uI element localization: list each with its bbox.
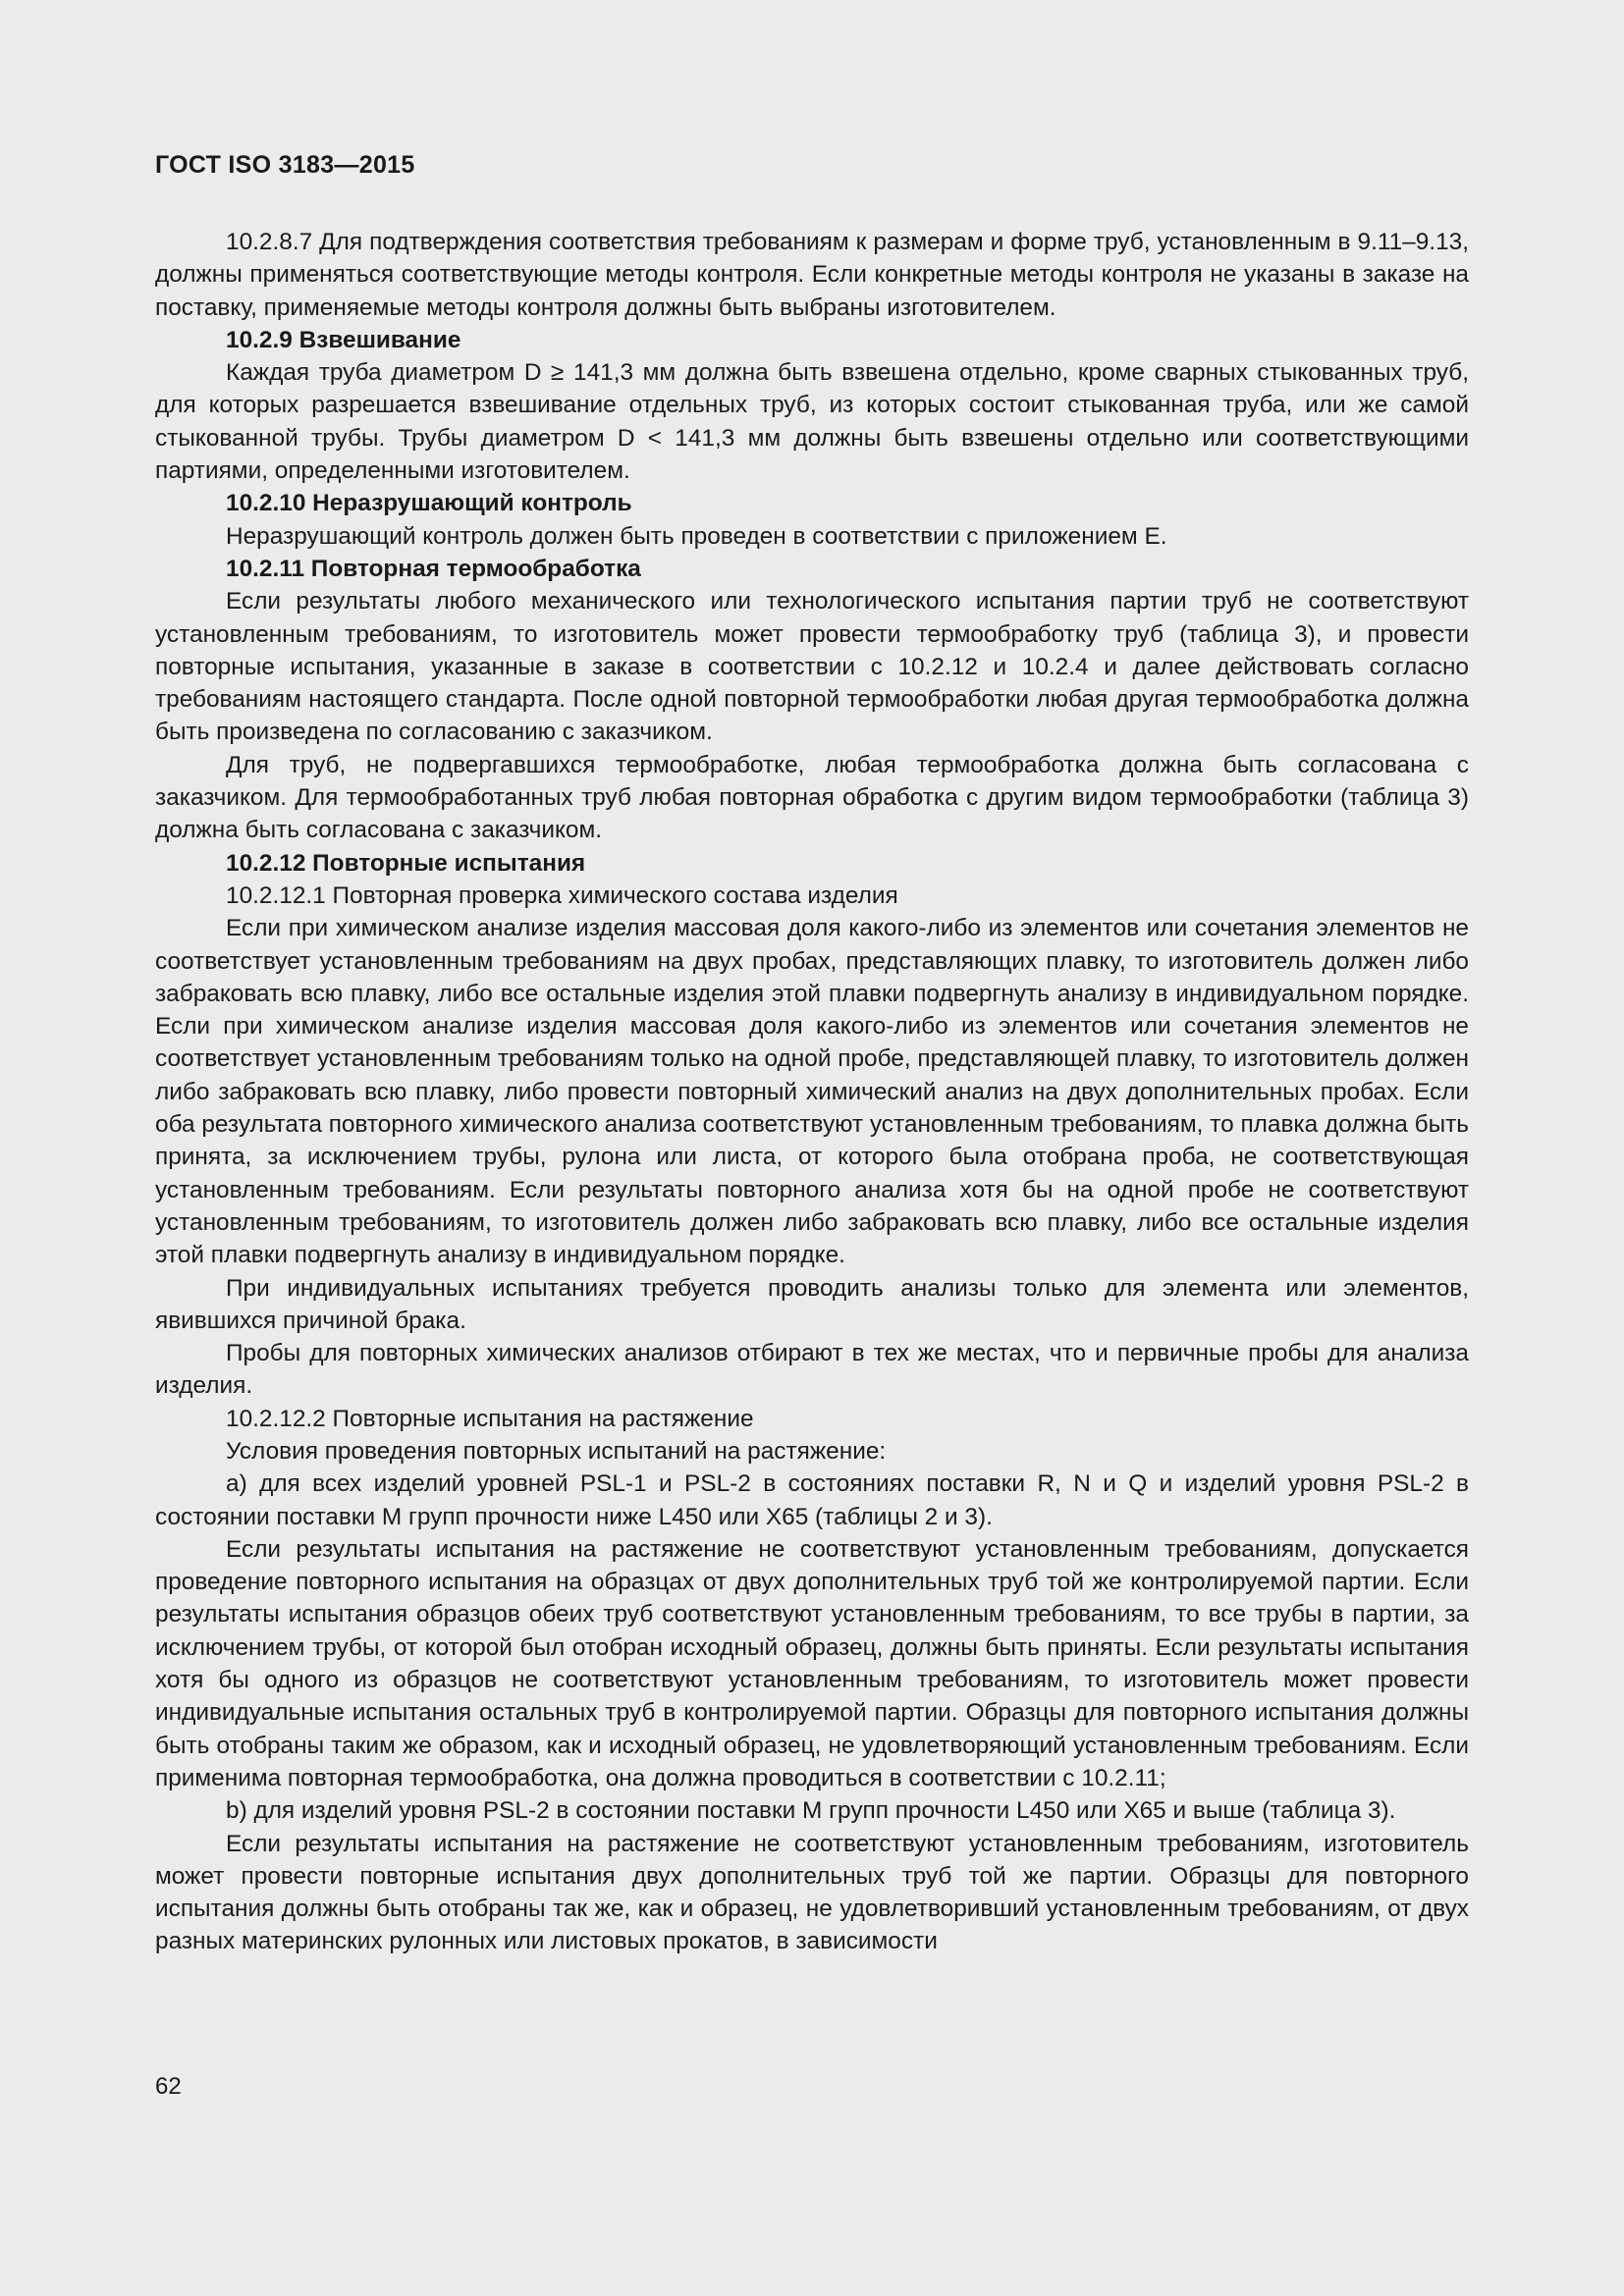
paragraph-weighing: Каждая труба диаметром D ≥ 141,3 мм должна быть взвешена отдельно, кроме сварных стыкованных труб, для которых разрешается взвешивание отдельных труб, из которых состоит стыкованная труба, или же самой стыкованной трубы. Трубы диаметром D < 141,3 мм должны быть взвешены отдельно или соответствующими партиями, определенными изготовителем. [155,359,1469,485]
list-item-b: b) для изделий уровня PSL-2 в состоянии поставки М групп прочности L450 или Х65 и выше (таблица 3). [226,1797,1396,1825]
document-body [155,226,1469,1958]
page-number: 62 [155,2073,182,2100]
paragraph-reheat-1: Если результаты любого механического или технологического испытания партии труб не соответствуют установленным требованиям, то изготовитель может провести термообработку труб (таблица 3), и провести повторные испытания, указанные в заказе в соответствии с 10.2.12 и 10.2.4 и далее действовать согласно требованиям настоящего стандарта. После одной повторной термообработки любая другая термообработка должна быть произведена по согласованию с заказчиком. [155,588,1469,746]
paragraph-10-2-8-7: 10.2.8.7 Для подтверждения соответствия требованиям к размерам и форме труб, установленным в 9.11–9.13, должны применяться соответствующие методы контроля. Если конкретные методы контроля не указаны в заказе на поставку, применяемые методы контроля должны быть выбраны изготовителем. [155,229,1469,321]
paragraph-chem-retest: Если при химическом анализе изделия массовая доля какого-либо из элементов или сочетания элементов не соответствует установленным требованиям на двух пробах, представляющих плавку, то изготовитель должен либо забраковать всю плавку, либо все остальные изделия этой плавки подвергнуть анализу в индивидуальном порядке. Если при химическом анализе изделия массовая доля какого-либо из элементов или сочетания элементов не соответствует установленным требованиям только на одной пробе, представляющей плавку, то изготовитель должен либо забраковать всю плавку, либо провести повторный химический анализ на двух дополнительных пробах. Если оба результата повторного химического анализа соответствуют установленным требованиям, то плавка должна быть принята, за исключением трубы, рулона или листа, от которого была отобрана проба, не соответствующая установленным требованиям. Если результаты повторного анализа хотя бы на одной пробе не соответствуют установленным требованиям, то изготовитель должен либо забраковать всю плавку, либо все остальные изделия этой плавки подвергнуть анализу в индивидуальном порядке. [155,915,1469,1269]
paragraph-tensile-retest-b: Если результаты испытания на растяжение не соответствуют установленным требованиям, изготовитель может провести повторные испытания двух дополнительных труб той же партии. Образцы для повторного испытания должны быть отобраны так же, как и образец, не удовлетворивший установленным требованиям, от двух разных материнских рулонных или листовых прокатов, в зависимости [155,1830,1469,1955]
heading-10-2-11: 10.2.11 Повторная термообработка [226,555,641,582]
paragraph-ndt: Неразрушающий контроль должен быть проведен в соответствии с приложением Е. [226,522,1167,550]
paragraph-tensile-retest-a: Если результаты испытания на растяжение не соответствуют установленным требованиям, допускается проведение повторного испытания на образцах от двух дополнительных труб той же контролируемой партии. Если результаты испытания образцов обеих труб соответствуют установленным требованиям, то все трубы в партии, за исключением трубы, от которой был отобран исходный образец, должны быть приняты. Если результаты испытания хотя бы одного из образцов не соответствуют установленным требованиям, то изготовитель может провести индивидуальные испытания остальных труб в контролируемой партии. Образцы для повторного испытания должны быть отобраны таким же образом, как и исходный образец, не удовлетворяющий установленным требованиям. Если применима повторная термообработка, она должна проводиться в соответствии с 10.2.11; [155,1535,1469,1791]
document-header: ГОСТ ISO 3183—2015 [155,151,415,179]
list-item-a: a) для всех изделий уровней PSL-1 и PSL-2 в состояниях поставки R, N и Q и изделий уровня PSL-2 в состоянии поставки М групп прочности ниже L450 или Х65 (таблицы 2 и 3). [155,1470,1469,1530]
heading-10-2-9: 10.2.9 Взвешивание [226,326,461,353]
subheading-10-2-12-2: 10.2.12.2 Повторные испытания на растяжение [226,1405,754,1432]
paragraph-sampling-locations: Пробы для повторных химических анализов отбирают в тех же местах, что и первичные пробы для анализа изделия. [155,1340,1469,1400]
paragraph-reheat-2: Для труб, не подвергавшихся термообработке, любая термообработка должна быть согласована с заказчиком. Для термообработанных труб любая повторная обработка с другим видом термообработки (таблица 3) должна быть согласована с заказчиком. [155,751,1469,844]
paragraph-tensile-conditions: Условия проведения повторных испытаний на растяжение: [226,1437,887,1465]
subheading-10-2-12-1: 10.2.12.1 Повторная проверка химического состава изделия [226,881,898,909]
paragraph-individual-tests: При индивидуальных испытаниях требуется проводить анализы только для элемента или элементов, явившихся причиной брака. [155,1274,1469,1334]
heading-10-2-12: 10.2.12 Повторные испытания [226,849,586,877]
heading-10-2-10: 10.2.10 Неразрушающий контроль [226,490,632,517]
